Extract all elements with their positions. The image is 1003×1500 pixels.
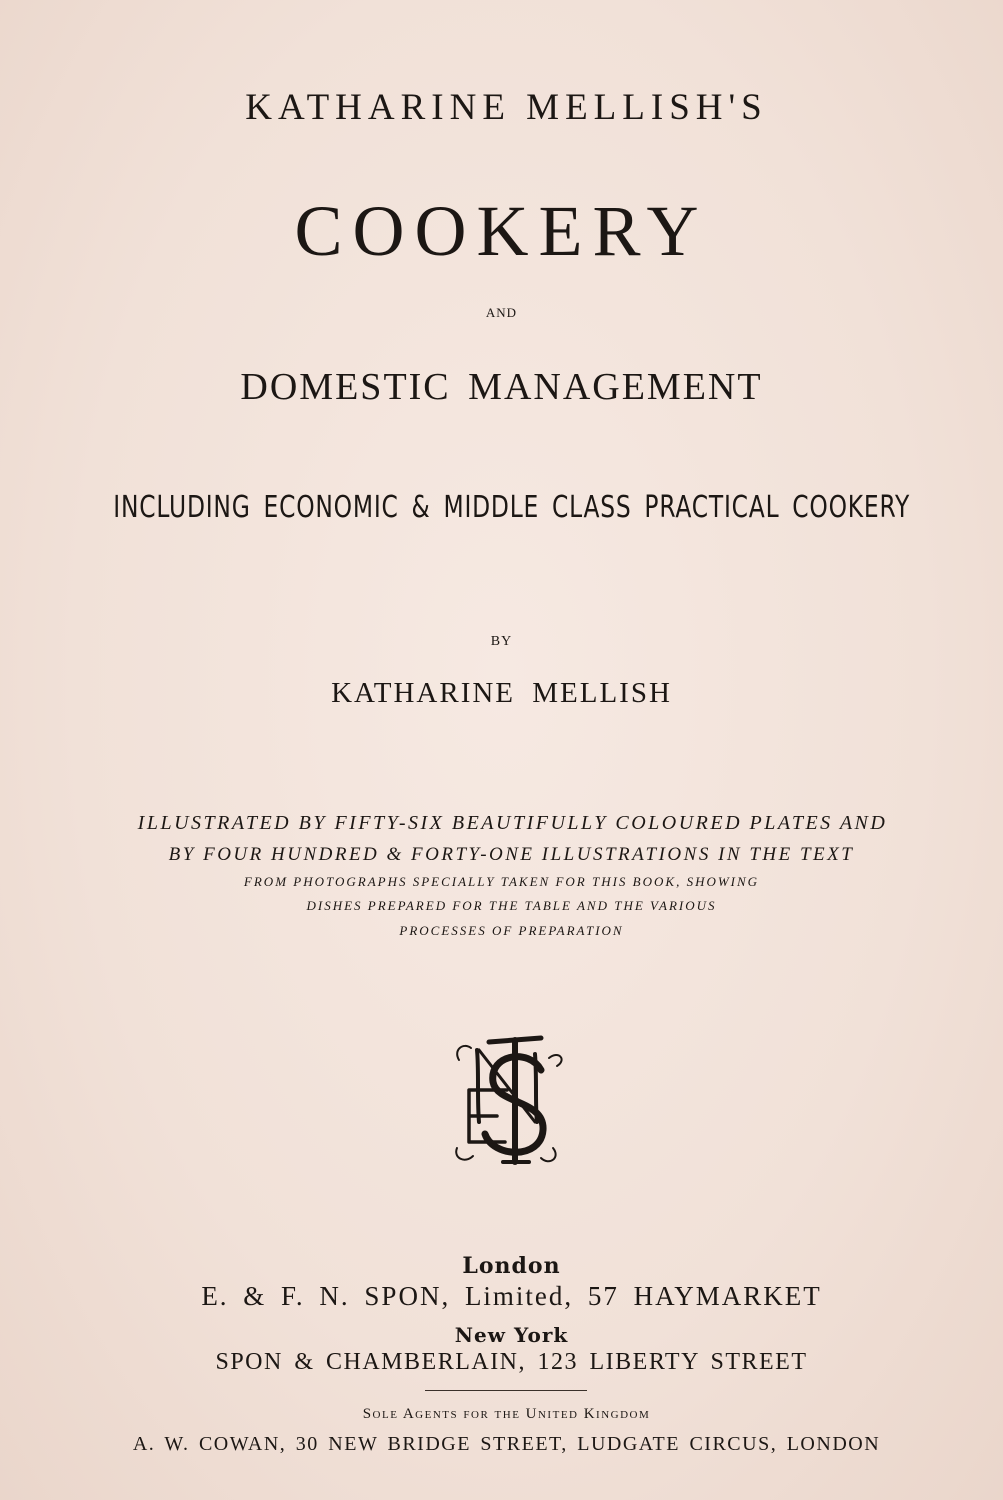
illustration-line-4: DISHES PREPARED FOR THE TABLE AND THE VARIOUS (306, 898, 717, 913)
imprint-city-new-york: New York (454, 1323, 569, 1347)
imprint-divider (425, 1390, 587, 1391)
title-conjunction: AND (485, 305, 518, 320)
book-subtitle: DOMESTIC MANAGEMENT (240, 366, 763, 408)
author-header: KATHARINE MELLISH'S (245, 87, 768, 128)
illustration-line-2: BY FOUR HUNDRED & FORTY-ONE ILLUSTRATIONS IN THE TEXT (168, 844, 855, 865)
illustration-line-5: PROCESSES OF PREPARATION (399, 923, 624, 938)
including-line: INCLUDING ECONOMIC & MIDDLE CLASS PRACTICAL COOKERY (113, 490, 911, 525)
agent-address: A. W. COWAN, 30 NEW BRIDGE STREET, LUDGATE CIRCUS, LONDON (132, 1433, 881, 1455)
agents-note: Sole Agents for the United Kingdom (362, 1406, 651, 1422)
illustration-line-1: ILLUSTRATED BY FIFTY-SIX BEAUTIFULLY COLOURED PLATES AND (137, 812, 888, 834)
publisher-monogram-icon (449, 1030, 569, 1170)
imprint-publisher-london: E. & F. N. SPON, Limited, 57 HAYMARKET (201, 1281, 822, 1311)
imprint-publisher-new-york: SPON & CHAMBERLAIN, 123 LIBERTY STREET (215, 1349, 808, 1375)
illustration-line-3: FROM PHOTOGRAPHS SPECIALLY TAKEN FOR THIS BOOK, SHOWING (243, 874, 760, 889)
author-name: KATHARINE MELLISH (331, 677, 672, 709)
imprint-city-london: London (462, 1253, 561, 1279)
book-title: COOKERY (294, 191, 709, 271)
by-label: BY (490, 634, 513, 649)
